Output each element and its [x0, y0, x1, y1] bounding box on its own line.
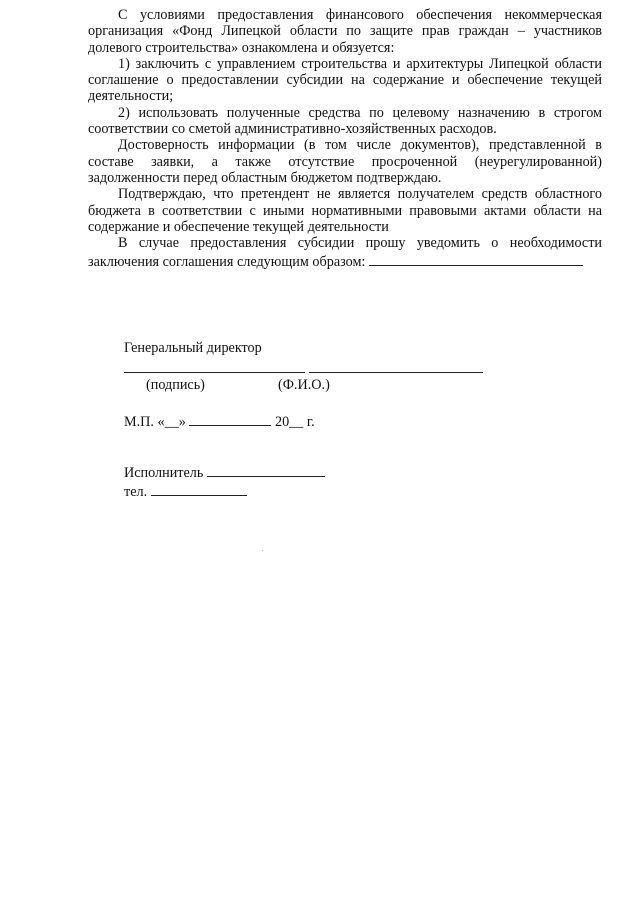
signature-caption: (подпись) [146, 377, 205, 393]
executor-label: Исполнитель [124, 465, 204, 481]
executor-field[interactable] [207, 462, 325, 477]
year-field[interactable]: __ [289, 414, 304, 430]
notify-text: В случае предоставления субсидии прошу уведомить о необходимости заключения соглашения следующим образом: [88, 235, 602, 271]
body-text [88, 7, 602, 271]
paragraph-obligation-2: 2) использовать полученные средства по целевому назначению в строгом соответствии со сметой административно-хозяйственных расходов. [88, 104, 602, 138]
paragraph-confirmation: Подтверждаю, что претендент не является получателем средств областного бюджета в соответствии с иными нормативными правовыми актами области на содержание и обеспечение текущей деятельности [88, 186, 602, 235]
stamp-date-line [124, 411, 315, 430]
phone-field[interactable] [151, 481, 247, 496]
executor-row [124, 462, 325, 481]
paragraph-reliability: Достоверность информации (в том числе документов), представленной в составе заявки, а также отсутствие просроченной (неурегулированной) задолженности перед областным бюджетом подтверждаю. [88, 137, 602, 186]
fio-caption: (Ф.И.О.) [278, 377, 330, 393]
fio-line[interactable] [309, 372, 483, 373]
scan-speck [262, 550, 263, 551]
phone-row [124, 481, 247, 500]
phone-label: тел. [124, 484, 148, 500]
year-suffix: г. [306, 414, 315, 430]
mp-label: М.П. [124, 414, 154, 430]
paragraph-obligation-1: 1) заключить с управлением строительства и архитектуры Липецкой области соглашение о предоставлении субсидии на содержание и обеспечение текущей деятельности; [88, 55, 602, 105]
signature-line[interactable] [124, 372, 305, 373]
paragraph-notify [88, 235, 602, 271]
paragraph-conditions: С условиями предоставления финансового обеспечения некоммерческая организация «Фонд Липецкой области по защите прав граждан – участников долевого строительства» ознакомлена и обязуется: [88, 7, 602, 56]
month-field[interactable] [189, 411, 271, 426]
day-close-quote: » [178, 414, 186, 430]
notify-method-field[interactable] [369, 251, 583, 266]
director-position: Генеральный директор [124, 340, 262, 356]
day-field[interactable]: __ [164, 414, 179, 430]
year-prefix: 20 [274, 414, 290, 430]
day-open-quote: « [157, 414, 165, 430]
